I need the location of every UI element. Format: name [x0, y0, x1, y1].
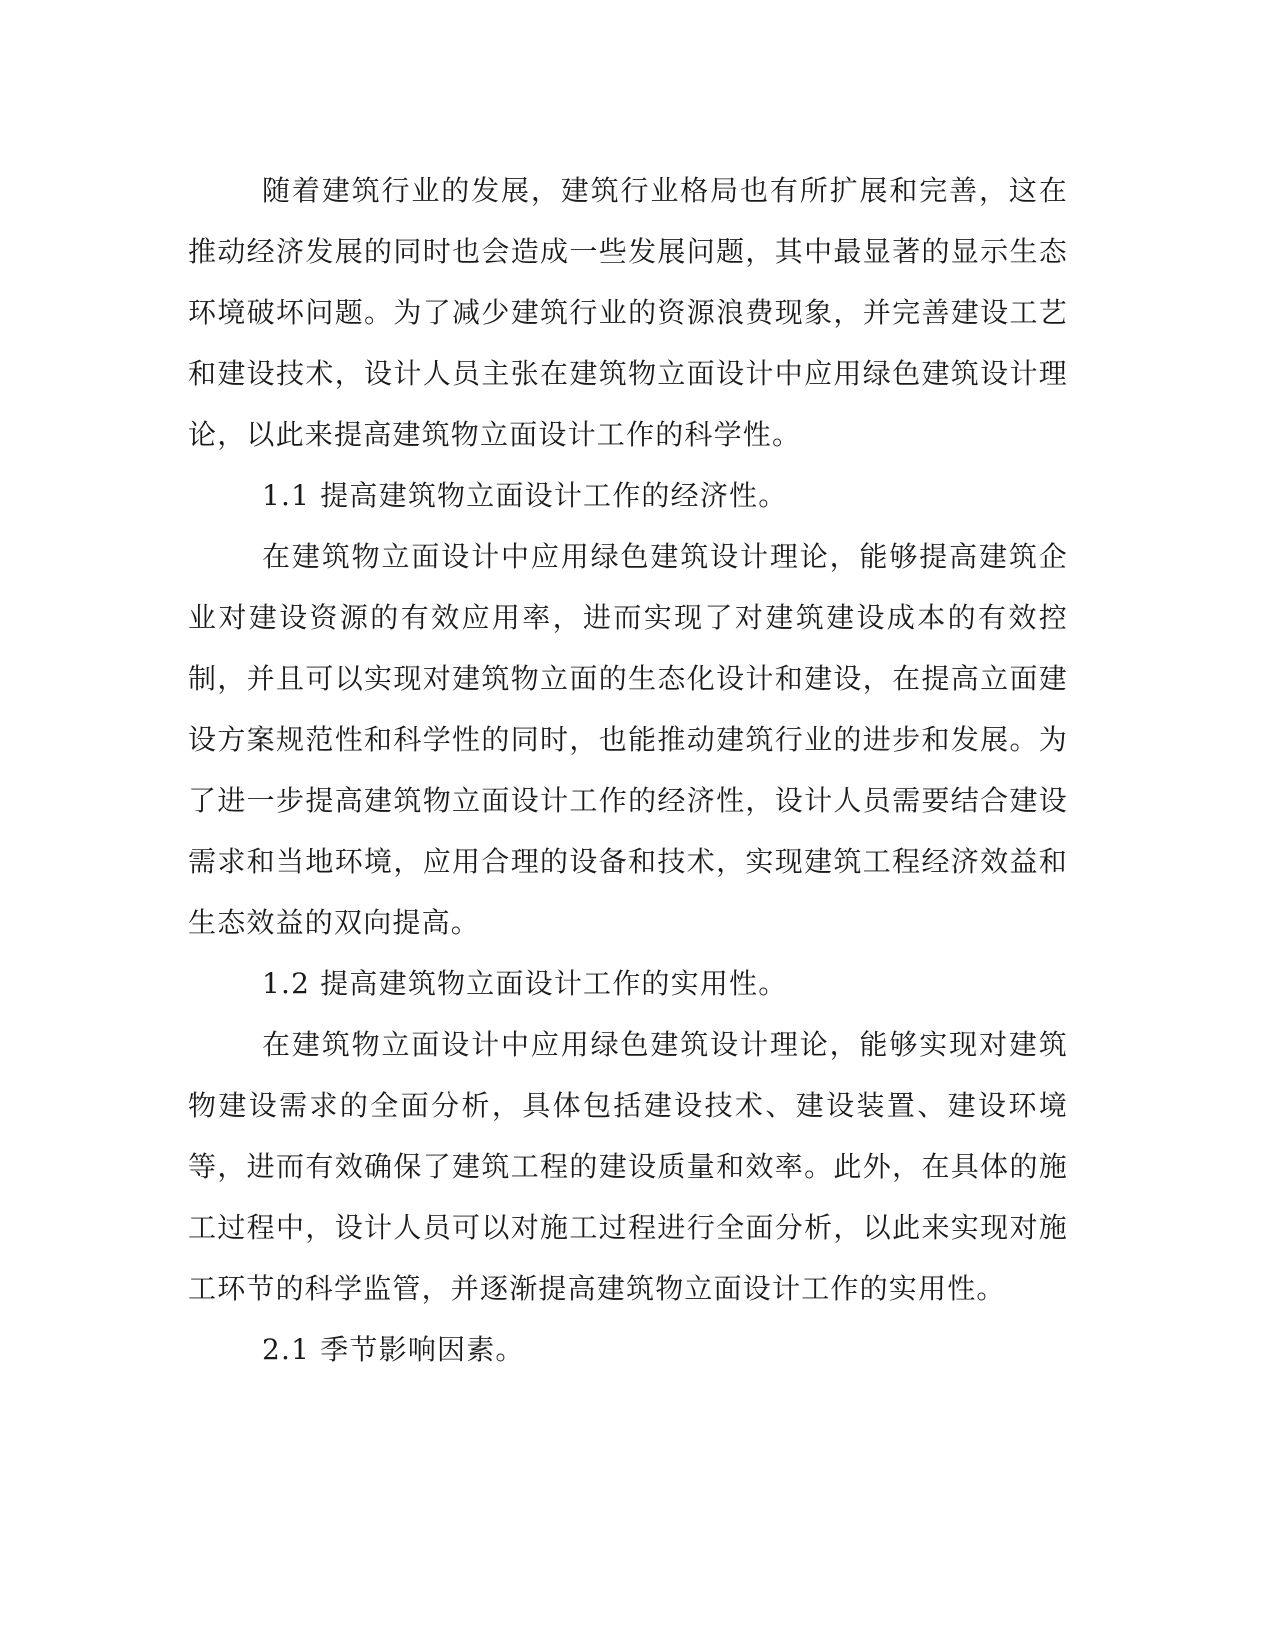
paragraph-intro: 随着建筑行业的发展，建筑行业格局也有所扩展和完善，这在推动经济发展的同时也会造成一些发展问题，其中最显著的显示生态环境破坏问题。为了减少建筑行业的资源浪费现象，并完善建设工艺和建设技术，设计人员主张在建筑物立面设计中应用绿色建筑设计理论，以此来提高建筑物立面设计工作的科学性。	[188, 174, 1068, 451]
section-heading-1-2: 1.2 提高建筑物立面设计工作的实用性。	[262, 967, 788, 1000]
section-heading-1-1: 1.1 提高建筑物立面设计工作的经济性。	[262, 479, 788, 512]
document-body	[188, 160, 1068, 1380]
paragraph-practicality: 在建筑物立面设计中应用绿色建筑设计理论，能够实现对建筑物建设需求的全面分析，具体包括建设技术、建设装置、建设环境等，进而有效确保了建筑工程的建设质量和效率。此外，在具体的施工过程中，设计人员可以对施工过程进行全面分析，以此来实现对施工环节的科学监管，并逐渐提高建筑物立面设计工作的实用性。	[188, 1028, 1068, 1305]
paragraph-economy: 在建筑物立面设计中应用绿色建筑设计理论，能够提高建筑企业对建设资源的有效应用率，进而实现了对建筑建设成本的有效控制，并且可以实现对建筑物立面的生态化设计和建设，在提高立面建设方案规范性和科学性的同时，也能推动建筑行业的进步和发展。为了进一步提高建筑物立面设计工作的经济性，设计人员需要结合建设需求和当地环境，应用合理的设备和技术，实现建筑工程经济效益和生态效益的双向提高。	[188, 540, 1068, 939]
section-heading-2-1: 2.1 季节影响因素。	[262, 1333, 525, 1366]
